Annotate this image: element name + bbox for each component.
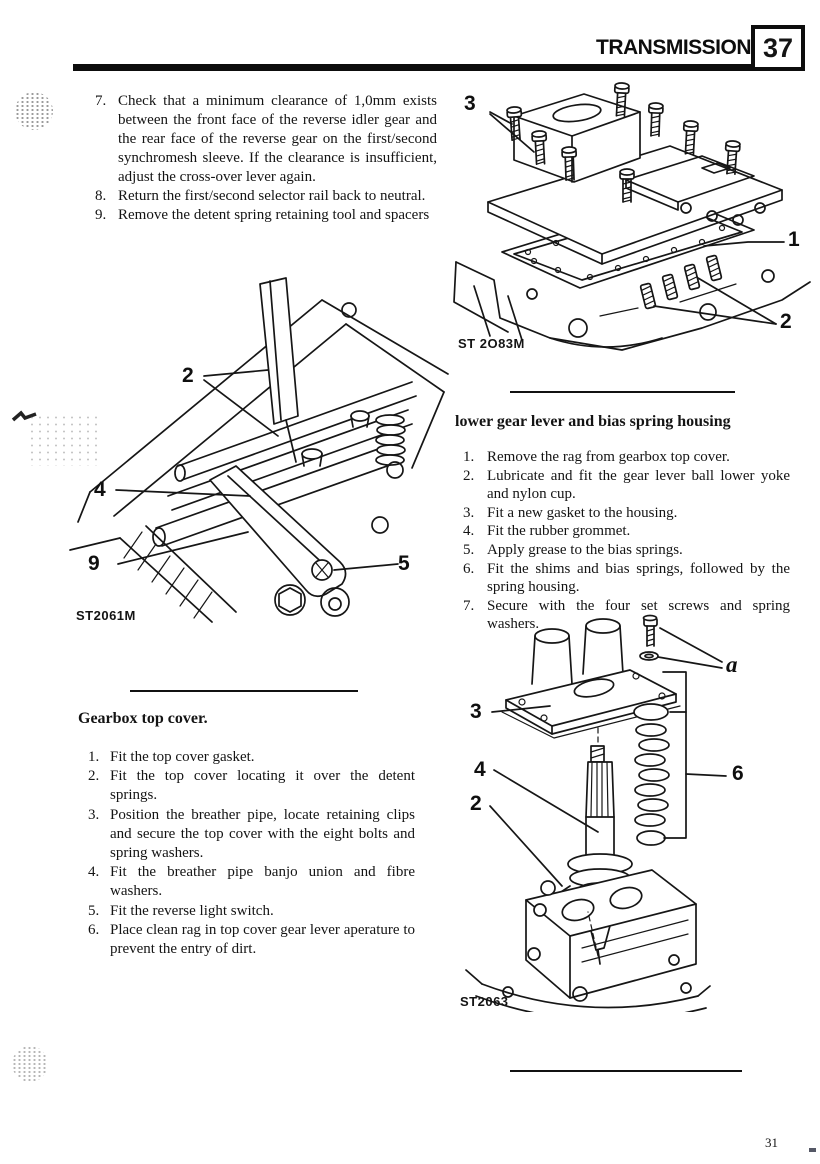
step-text: Fit the rubber grommet. xyxy=(487,523,631,540)
callout-4: 4 xyxy=(94,478,106,501)
gearbox-selector-illustration xyxy=(60,270,450,630)
step-text: Fit a new gasket to the housing. xyxy=(487,504,678,521)
list-item xyxy=(88,921,415,959)
callout-2: 2 xyxy=(780,310,792,333)
step-number: 4. xyxy=(463,523,475,540)
step-number: 9. xyxy=(95,207,107,223)
list-item xyxy=(88,748,415,767)
bias-spring-illustration xyxy=(448,612,818,1012)
step-number: 6. xyxy=(88,921,100,938)
section-heading: Gearbox top cover. xyxy=(78,710,208,727)
scan-smudge xyxy=(12,1046,48,1082)
spring xyxy=(376,415,405,465)
list-item xyxy=(88,767,415,805)
step-text: Return the first/second selector rail back to neutral. xyxy=(118,188,426,204)
section-divider xyxy=(130,690,358,692)
gearbox-top-cover xyxy=(466,870,710,1012)
section-heading: lower gear lever and bias spring housing xyxy=(455,413,731,430)
step-number: 7. xyxy=(463,597,475,614)
step-text: Fit the top cover locating it over the detent springs. xyxy=(110,768,415,804)
figure-top-cover xyxy=(450,80,815,352)
callout-a: a xyxy=(726,652,738,677)
list-item xyxy=(463,467,790,504)
list-item xyxy=(88,902,415,921)
step-number: 2. xyxy=(463,467,475,484)
callout-3: 3 xyxy=(470,700,482,723)
group-bracket xyxy=(663,672,726,838)
bias-spring xyxy=(634,704,669,845)
list-item xyxy=(88,863,415,901)
callout-5: 5 xyxy=(398,552,410,575)
step-text: Lubricate and fit the gear lever ball lower yoke and nylon cup. xyxy=(487,467,790,503)
leader-lines xyxy=(116,370,398,570)
list-item xyxy=(95,187,437,206)
step-text: Remove the detent spring retaining tool and spacers xyxy=(118,207,430,223)
callout-1: 1 xyxy=(788,228,800,251)
figure-bias-spring xyxy=(448,612,818,1012)
step-text: Fit the shims and bias springs, followed by the spring housing. xyxy=(487,560,790,596)
step-text: Apply grease to the bias springs. xyxy=(487,541,683,558)
scan-smudge xyxy=(15,92,53,130)
list-item xyxy=(463,522,790,541)
header-rule xyxy=(73,64,800,71)
chapter-number-box: 37 xyxy=(751,25,805,71)
section-divider xyxy=(510,1070,742,1072)
step-number: 3. xyxy=(463,504,475,521)
step-number: 6. xyxy=(463,560,475,577)
step-number: 7. xyxy=(95,93,107,109)
list-item xyxy=(463,448,790,467)
list-item xyxy=(95,206,437,225)
list-item xyxy=(463,560,790,597)
step-number: 3. xyxy=(88,806,100,823)
list-item xyxy=(463,504,790,523)
step-text: Fit the reverse light switch. xyxy=(110,902,274,919)
figure-caption: ST2063 xyxy=(460,994,509,1009)
leader-lines xyxy=(490,628,722,886)
callout-3: 3 xyxy=(464,92,476,115)
section-divider xyxy=(510,391,735,393)
step-number: 5. xyxy=(463,541,475,558)
scan-mark xyxy=(809,1148,816,1152)
callout-2: 2 xyxy=(182,364,194,387)
page-title: TRANSMISSION xyxy=(596,36,752,59)
figure-selector-rails xyxy=(60,270,450,630)
list-item xyxy=(463,541,790,560)
step-number: 8. xyxy=(95,188,107,204)
step-number: 5. xyxy=(88,902,100,919)
detent-caps xyxy=(302,411,369,466)
step-list-bias-spring xyxy=(463,448,790,634)
step-number: 2. xyxy=(88,768,100,785)
list-item xyxy=(95,92,437,187)
step-text: Check that a minimum clearance of 1,0mm exists between the front face of the reverse idler gear and the rear face of the reverse gear on the first/second synchromesh sleeve. If the clearance is insufficient, adjust the cross-over lever again. xyxy=(118,93,437,185)
step-text: Secure with the four set screws and spring washers. xyxy=(487,597,790,633)
step-text: Place clean rag in top cover gear lever aperature to prevent the entry of dirt. xyxy=(110,921,415,958)
callout-4: 4 xyxy=(474,758,486,781)
callout-6: 6 xyxy=(732,762,744,785)
step-number: 1. xyxy=(463,449,475,465)
callout-9: 9 xyxy=(88,552,100,575)
step-text: Position the breather pipe, locate retaining clips and secure the top cover with the eight bolts and spring washers. xyxy=(110,806,415,862)
step-number: 4. xyxy=(88,864,100,881)
figure-caption: ST2061M xyxy=(76,608,136,623)
step-list-reverse-gear xyxy=(95,92,437,225)
step-text: Remove the rag from gearbox top cover. xyxy=(487,449,730,465)
step-text: Fit the breather pipe banjo union and fibre washers. xyxy=(110,864,415,900)
step-number: 1. xyxy=(88,749,100,765)
figure-caption: ST 2O83M xyxy=(458,336,525,351)
list-item xyxy=(88,806,415,864)
page-number: 31 xyxy=(765,1135,778,1150)
step-list-top-cover xyxy=(88,748,415,959)
step-text: Fit the top cover gasket. xyxy=(110,749,255,765)
callout-2: 2 xyxy=(470,792,482,815)
set-screw xyxy=(640,616,658,661)
top-cover-illustration xyxy=(450,80,815,352)
